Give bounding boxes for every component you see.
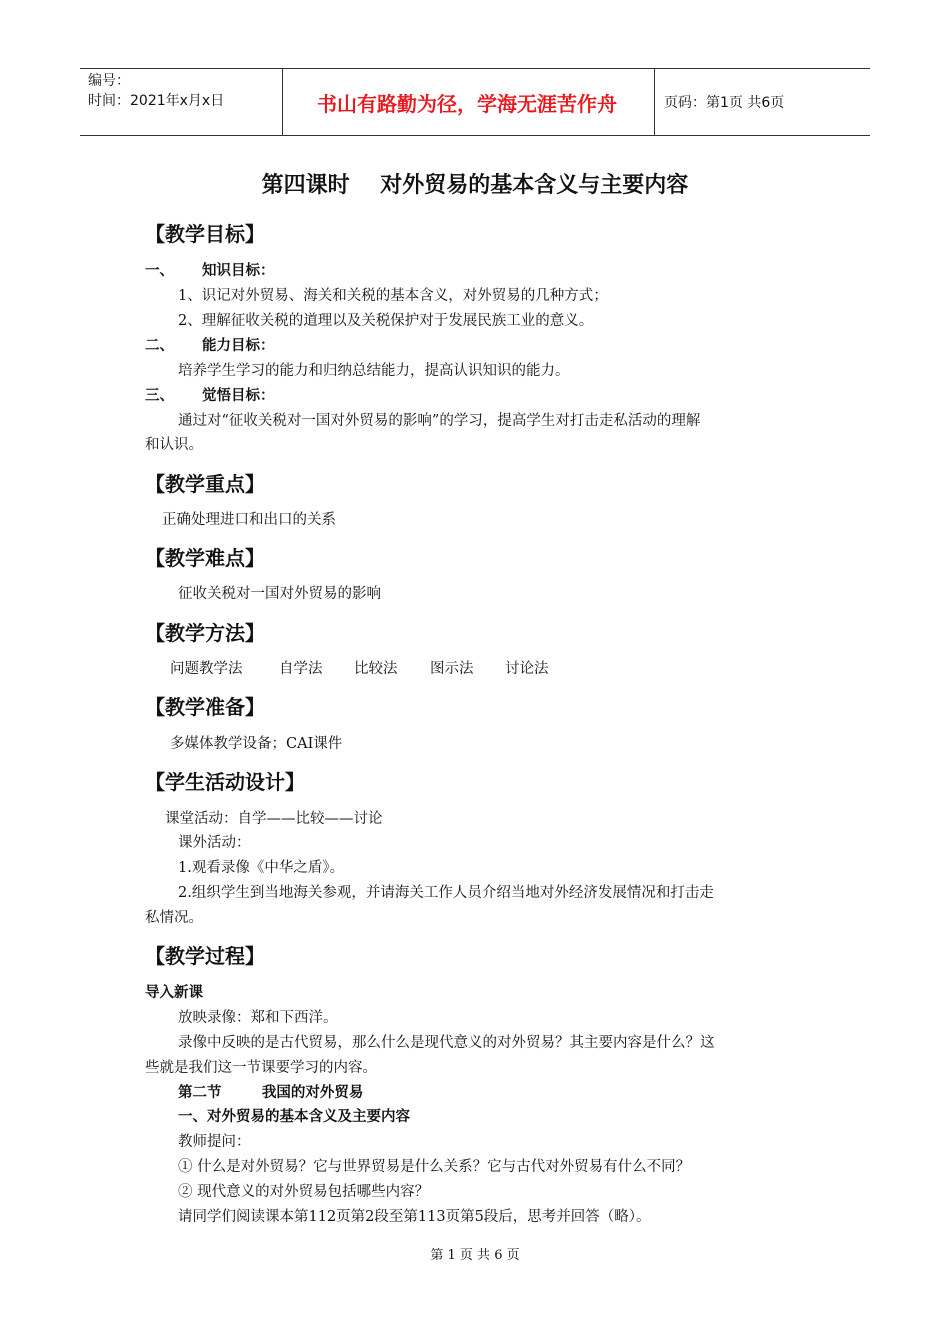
obj1-number: 一、 <box>145 263 174 279</box>
method-item: 自学法 <box>279 661 323 677</box>
method-item: 讨论法 <box>505 661 549 677</box>
method-item: 比较法 <box>354 661 398 677</box>
time-label: 时间：2021年x月x日 <box>88 93 225 109</box>
obj3-label: 觉悟目标： <box>202 388 275 404</box>
activity-line: 课外活动： <box>178 835 251 851</box>
intro-label: 导入新课 <box>145 985 203 1001</box>
heading-activities: 【学生活动设计】 <box>145 770 305 794</box>
preparation-text: 多媒体教学设备；CAI课件 <box>170 736 343 752</box>
question-item: 请同学们阅读课本第112页第2段至第113页第5段后，思考并回答（略）。 <box>178 1209 651 1225</box>
intro-line: 放映录像：郑和下西洋。 <box>178 1010 338 1026</box>
lesson-title: 第四课时 对外贸易的基本含义与主要内容 <box>261 172 689 198</box>
header-motto: 书山有路勤为径，学海无涯苦作舟 <box>317 92 617 116</box>
question-item: ② 现代意义的对外贸易包括哪些内容？ <box>178 1184 430 1200</box>
heading-process: 【教学过程】 <box>145 944 265 968</box>
obj2-number: 二、 <box>145 338 174 354</box>
obj1-line1: 1、识记对外贸易、海关和关税的基本含义，对外贸易的几种方式； <box>178 288 608 304</box>
question-label: 教师提问： <box>178 1134 251 1150</box>
number-label: 编号： <box>88 73 130 89</box>
obj1-label: 知识目标： <box>202 263 275 279</box>
obj2-line1: 培养学生学习的能力和归纳总结能力，提高认识知识的能力。 <box>178 363 570 379</box>
obj3-line2: 和认识。 <box>145 437 203 453</box>
intro-line: 些就是我们这一节课要学习的内容。 <box>145 1060 377 1076</box>
heading-difficulties: 【教学难点】 <box>145 546 265 570</box>
intro-line: 录像中反映的是古代贸易，那么什么是现代意义的对外贸易？其主要内容是什么？这 <box>178 1035 715 1051</box>
header-table <box>80 68 870 136</box>
heading-methods: 【教学方法】 <box>145 621 265 645</box>
question-item: ① 什么是对外贸易？它与世界贸易是什么关系？它与古代对外贸易有什么不同？ <box>178 1159 691 1175</box>
difficulties-text: 征收关税对一国对外贸易的影响 <box>178 586 381 602</box>
method-item: 图示法 <box>430 661 474 677</box>
heading-preparation: 【教学准备】 <box>145 695 265 719</box>
obj2-label: 能力目标： <box>202 338 275 354</box>
page-footer: 第 1 页 共 6 页 <box>430 1248 520 1263</box>
header-divider <box>654 69 655 135</box>
header-page-info: 页码：第1页 共6页 <box>664 95 785 111</box>
header-meta <box>88 71 278 111</box>
obj3-number: 三、 <box>145 388 174 404</box>
obj1-line2: 2、理解征收关税的道理以及关税保护对于发展民族工业的意义。 <box>178 313 594 329</box>
key-points-text: 正确处理进口和出口的关系 <box>162 512 336 528</box>
activity-line: 课堂活动：自学——比较——讨论 <box>165 811 383 827</box>
method-item: 问题教学法 <box>170 661 243 677</box>
heading-objectives: 【教学目标】 <box>145 222 265 246</box>
obj3-line1: 通过对“征收关税对一国对外贸易的影响”的学习，提高学生对打击走私活动的理解 <box>178 413 701 429</box>
sub-title: 一、对外贸易的基本含义及主要内容 <box>178 1109 410 1125</box>
activity-line: 2.组织学生到当地海关参观，并请海关工作人员介绍当地对外经济发展情况和打击走 <box>178 885 714 901</box>
section-title: 第二节 我国的对外贸易 <box>178 1085 364 1101</box>
heading-key-points: 【教学重点】 <box>145 472 265 496</box>
activity-line: 1.观看录像《中华之盾》。 <box>178 860 345 876</box>
activity-line: 私情况。 <box>145 910 203 926</box>
